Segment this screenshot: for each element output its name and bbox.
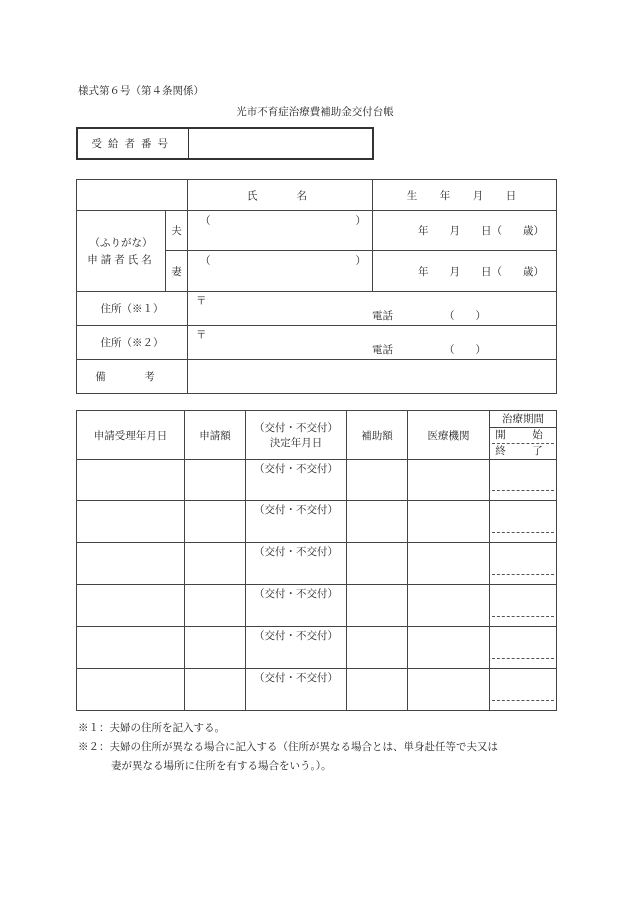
- husband-name-field[interactable]: [188, 211, 373, 251]
- subsidy-cell[interactable]: [347, 460, 408, 501]
- decision-cell[interactable]: （交付・不交付）: [246, 460, 347, 501]
- institution-cell[interactable]: [408, 543, 490, 585]
- wife-paren-close: ）: [355, 255, 366, 267]
- recipient-number-value[interactable]: [188, 128, 373, 159]
- institution-header: 医療機関: [408, 411, 490, 460]
- address1-label: 住所（※１）: [77, 292, 188, 326]
- phone-label: 電話: [372, 344, 393, 356]
- subsidy-cell[interactable]: [347, 669, 408, 711]
- wife-label: 妻: [166, 251, 188, 292]
- phone-label: 電話: [372, 310, 393, 322]
- amount-cell[interactable]: [185, 627, 246, 669]
- received-date-header: 申請受理年月日: [77, 411, 185, 460]
- period-label: 治療期間: [490, 411, 556, 428]
- institution-cell[interactable]: [408, 460, 490, 501]
- note-1: [78, 720, 225, 735]
- ledger-row: [77, 669, 557, 711]
- institution-cell[interactable]: [408, 669, 490, 711]
- wife-birthdate-field[interactable]: 年 月 日（ 歳）: [373, 251, 557, 292]
- note-2-text: 夫婦の住所が異なる場合に記入する（住所が異なる場合とは、単身赴任等で夫又は: [109, 741, 498, 753]
- note-2-continued: 妻が異なる場所に住所を有する場合をいう。）。: [111, 760, 332, 772]
- amount-cell[interactable]: [185, 543, 246, 585]
- ledger-row: [77, 501, 557, 543]
- address2-label: 住所（※２）: [77, 326, 188, 360]
- ledger-row: [77, 460, 557, 501]
- recipient-number-table: [76, 127, 374, 160]
- decision-cell[interactable]: （交付・不交付）: [246, 501, 347, 543]
- received-date-cell[interactable]: [77, 669, 185, 711]
- received-date-cell[interactable]: [77, 460, 185, 501]
- phone-parens: （ ）: [444, 344, 486, 356]
- period-end-label: 終 了: [495, 445, 551, 457]
- subsidy-cell[interactable]: [347, 627, 408, 669]
- postal-mark: 〒: [196, 329, 207, 341]
- husband-label: 夫: [166, 211, 188, 251]
- applicant-table: [76, 179, 557, 394]
- decision-cell[interactable]: （交付・不交付）: [246, 585, 347, 627]
- applicant-name-text: 申請者氏名: [87, 254, 155, 266]
- form-number: 様式第６号（第４条関係）: [78, 85, 204, 97]
- ledger-row: [77, 543, 557, 585]
- wife-name-field[interactable]: [188, 251, 373, 292]
- institution-cell[interactable]: [408, 501, 490, 543]
- phone-parens: （ ）: [444, 310, 486, 322]
- ledger-row: [77, 627, 557, 669]
- institution-cell[interactable]: [408, 627, 490, 669]
- name-column-header: 氏 名: [188, 180, 373, 211]
- recipient-number-label: 受給者番号: [77, 128, 188, 159]
- received-date-cell[interactable]: [77, 585, 185, 627]
- amount-cell[interactable]: [185, 585, 246, 627]
- husband-paren-close: ）: [355, 215, 366, 227]
- treatment-period-header: [490, 411, 557, 460]
- received-date-cell[interactable]: [77, 627, 185, 669]
- received-date-cell[interactable]: [77, 501, 185, 543]
- note-1-mark: ※１：: [78, 722, 110, 734]
- address1-field[interactable]: [188, 292, 557, 326]
- period-cell[interactable]: [490, 627, 557, 669]
- institution-cell[interactable]: [408, 585, 490, 627]
- decision-header-line2: 決定年月日: [269, 437, 323, 449]
- subsidy-header: 補助額: [347, 411, 408, 460]
- husband-paren-open: （: [200, 215, 211, 227]
- header-blank-cell: [77, 180, 188, 211]
- subsidy-cell[interactable]: [347, 543, 408, 585]
- subsidy-cell[interactable]: [347, 501, 408, 543]
- applicant-name-label: [77, 211, 166, 292]
- amount-cell[interactable]: [185, 460, 246, 501]
- decision-cell[interactable]: （交付・不交付）: [246, 543, 347, 585]
- note-2: [78, 739, 558, 754]
- decision-date-header: [246, 411, 347, 460]
- subsidy-cell[interactable]: [347, 585, 408, 627]
- birthdate-column-header: 生 年 月 日: [373, 180, 557, 211]
- decision-cell[interactable]: （交付・不交付）: [246, 669, 347, 711]
- page-title: 光市不育症治療費補助金交付台帳: [236, 106, 394, 118]
- note-2-mark: ※２：: [78, 741, 110, 753]
- remarks-field[interactable]: [188, 360, 557, 394]
- furigana-label: （ふりがな）: [89, 237, 153, 249]
- ledger-table: [76, 410, 557, 711]
- amount-cell[interactable]: [185, 669, 246, 711]
- amount-cell[interactable]: [185, 501, 246, 543]
- period-start-label: 開 始: [492, 428, 554, 444]
- note-1-text: 夫婦の住所を記入する。: [109, 722, 225, 734]
- period-cell[interactable]: [490, 501, 557, 543]
- address2-field[interactable]: [188, 326, 557, 360]
- ledger-row: [77, 585, 557, 627]
- wife-paren-open: （: [200, 255, 211, 267]
- decision-cell[interactable]: （交付・不交付）: [246, 627, 347, 669]
- remarks-label: 備 考: [77, 360, 188, 394]
- husband-birthdate-field[interactable]: 年 月 日（ 歳）: [373, 211, 557, 251]
- postal-mark: 〒: [196, 295, 207, 307]
- period-cell[interactable]: [490, 669, 557, 711]
- period-cell[interactable]: [490, 460, 557, 501]
- received-date-cell[interactable]: [77, 543, 185, 585]
- decision-header-line1: （交付・不交付）: [254, 422, 338, 434]
- period-cell[interactable]: [490, 543, 557, 585]
- amount-header: 申請額: [185, 411, 246, 460]
- period-cell[interactable]: [490, 585, 557, 627]
